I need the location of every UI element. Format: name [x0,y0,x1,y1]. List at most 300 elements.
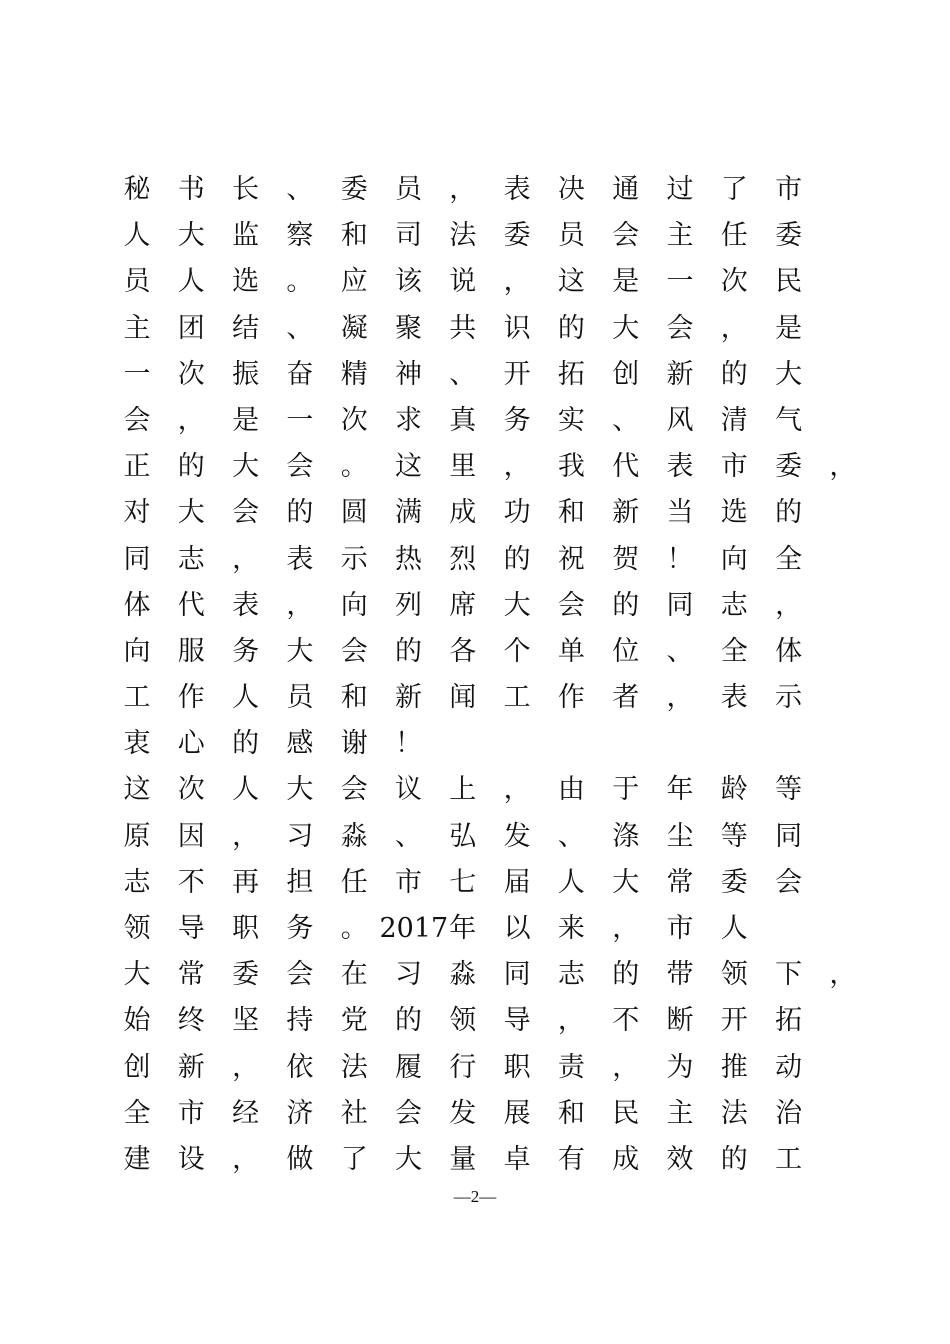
text-char: 的 [286,497,314,529]
text-char: 创 [612,358,640,390]
text-char: 工 [775,1143,803,1175]
text-line [124,721,854,767]
text-char: 、 [395,820,422,852]
text-char: 履 [395,1051,422,1083]
text-char: ， [829,959,857,991]
text-char: 风 [666,404,694,436]
text-char: 工 [503,682,531,714]
text-char: 人 [557,866,585,898]
body-text [123,167,857,1183]
text-char: 通 [612,174,640,205]
text-char: ！ [395,728,422,760]
text-char: 席 [449,589,477,621]
text-char: 位 [612,635,640,667]
text-char: 表 [232,589,260,621]
text-char: 新 [612,497,640,529]
text-char: 习 [395,959,422,991]
text-char: 年 [666,774,694,806]
text-char: 过 [666,174,694,205]
text-char: 选 [232,266,260,298]
text-char: ， [232,1051,260,1083]
text-char: 表 [666,451,694,483]
text-char: 。 [340,451,368,483]
text-char: 员 [395,174,422,205]
text-char: 担 [286,866,314,898]
text-char: 心 [177,728,205,760]
text-char: 次 [177,358,205,390]
text-char: 会 [612,220,640,252]
text-char: 的 [720,1143,748,1175]
text-char: 行 [449,1051,477,1083]
text-char: 清 [720,404,748,436]
text-char: 导 [177,913,205,944]
text-line [124,1091,854,1137]
text-char: 年 [449,913,477,944]
text-char: 龄 [720,774,748,806]
text-char: 主 [123,312,151,344]
text-char: 委 [775,220,803,252]
text-char: 单 [557,635,585,667]
text-char: 同 [503,959,531,991]
text-char: 会 [340,635,368,667]
text-char: 责 [557,1051,585,1083]
text-char: 全 [775,543,803,575]
text-char: 济 [286,1097,314,1129]
text-char: ， [232,1143,260,1175]
text-char: 涤 [612,820,640,852]
text-char: 务 [503,404,531,436]
text-char: 不 [612,1005,640,1037]
text-char: 民 [775,266,803,298]
text-char: 由 [557,774,585,806]
text-char: 决 [557,174,585,205]
text-char: 淼 [340,820,368,852]
text-char: 次 [720,266,748,298]
text-char: 的 [395,1005,422,1037]
text-char: 这 [395,451,422,483]
text-char: 等 [720,820,748,852]
text-char: 员 [557,220,585,252]
text-line [124,398,854,444]
text-char: 法 [340,1051,368,1083]
text-char: 会 [340,774,368,806]
text-char: ， [232,820,260,852]
text-char: 成 [612,1143,640,1175]
text-char: 的 [557,312,585,344]
text-char: 成 [449,497,477,529]
text-char: 常 [177,959,205,991]
text-char: 社 [340,1097,368,1129]
text-char: 会 [286,451,314,483]
text-char: 的 [775,497,803,529]
text-char: 有 [557,1143,585,1175]
text-char: 的 [612,589,640,621]
text-char: 发 [503,820,531,852]
text-char: 始 [123,1005,151,1037]
text-char: 市 [395,866,422,898]
text-line [124,306,854,352]
text-char: ， [503,774,531,806]
text-char: 大 [612,312,640,344]
text-char: 表 [720,682,748,714]
text-char: 全 [720,635,748,667]
text-char: ， [612,913,640,944]
text-char: 这 [123,774,151,806]
text-char: 开 [503,358,531,390]
text-char: 志 [720,589,748,621]
text-char: 法 [720,1097,748,1129]
text-char: 届 [503,866,531,898]
text-char: 求 [395,404,422,436]
text-line [124,906,854,952]
text-char: 精 [340,358,368,390]
text-char: 大 [503,589,531,621]
text-char: 共 [449,312,477,344]
text-char: 主 [666,1097,694,1129]
text-char: 人 [177,266,205,298]
text-char: 的 [177,451,205,483]
text-char: 圆 [340,497,368,529]
text-char: 当 [666,497,694,529]
text-line [124,860,854,906]
text-char: 坚 [232,1005,260,1037]
text-char: 。 [286,266,314,298]
text-char: 的 [720,358,748,390]
text-char: 是 [775,312,803,344]
text-char: 大 [395,1143,422,1175]
text-char: 领 [123,913,151,944]
text-char: 表 [503,174,531,205]
text-char: 一 [286,404,314,436]
text-char: 一 [123,358,151,390]
text-char: ， [612,1051,640,1083]
text-line [124,537,854,583]
text-char: 依 [286,1051,314,1083]
text-char: 工 [123,682,151,714]
text-char: 结 [232,312,260,344]
text-char: 量 [449,1143,477,1175]
text-char: 者 [612,682,640,714]
text-char: 员 [123,266,151,298]
text-char: 职 [232,913,260,944]
text-char: ， [177,404,205,436]
text-line [124,1137,854,1183]
text-char: 会 [666,312,694,344]
text-char: 谢 [340,728,368,760]
text-char: 凝 [340,312,368,344]
text-char: 和 [340,220,368,252]
text-char: 向 [720,543,748,575]
text-char: 感 [286,728,314,760]
text-char: 人 [720,913,748,944]
text-char: 大 [123,959,151,991]
text-char: 大 [286,774,314,806]
text-char: 表 [286,543,314,575]
text-char: 聚 [395,312,422,344]
text-char: 会 [775,866,803,898]
text-char: 淼 [449,959,477,991]
text-char: 人 [123,220,151,252]
text-char: 新 [177,1051,205,1083]
text-char: 原 [123,820,151,852]
text-char: 是 [612,266,640,298]
text-char: 、 [612,404,640,436]
text-char: 做 [286,1143,314,1175]
text-char: ， [503,451,531,483]
text-char: 选 [720,497,748,529]
text-char: 烈 [449,543,477,575]
text-char: 民 [612,1097,640,1129]
text-char: 和 [557,497,585,529]
text-char: 会 [557,589,585,621]
text-char: 市 [666,913,694,944]
text-char: 带 [666,959,694,991]
text-char: 是 [232,404,260,436]
text-char: 全 [123,1097,151,1129]
text-char: 习 [286,820,314,852]
text-char: 体 [123,589,151,621]
text-line [124,167,854,213]
text-char: 发 [449,1097,477,1129]
text-char: 志 [557,959,585,991]
text-char: 这 [557,266,585,298]
text-char: 弘 [449,820,477,852]
text-char: 新 [395,682,422,714]
text-char: 次 [177,774,205,806]
text-char: 展 [503,1097,531,1129]
text-char: 常 [666,866,694,898]
text-char: 识 [503,312,531,344]
text-char: 七 [449,866,477,898]
text-char: 任 [340,866,368,898]
text-line [124,583,854,629]
text-char: 满 [395,497,422,529]
text-char: 动 [775,1051,803,1083]
text-char: 大 [612,866,640,898]
text-char: 奋 [286,358,314,390]
text-char: 司 [395,220,422,252]
text-char: 的 [395,635,422,667]
text-char: 领 [449,1005,477,1037]
text-char: ， [775,589,803,621]
text-char: 闻 [449,682,477,714]
text-char: 作 [557,682,585,714]
text-char: 秘 [123,174,151,205]
text-char: 祝 [557,543,585,575]
text-line [124,490,854,536]
text-line [124,814,854,860]
text-char: 职 [503,1051,531,1083]
text-char: 体 [775,635,803,667]
text-char: 在 [340,959,368,991]
text-char: 热 [395,543,422,575]
text-line [124,213,854,259]
text-char: 贺 [612,543,640,575]
text-char: ， [666,682,694,714]
text-char: 各 [449,635,477,667]
text-line [124,675,854,721]
text-char: 向 [123,635,151,667]
text-char: 为 [666,1051,694,1083]
text-char: 任 [720,220,748,252]
text-char: 里 [449,451,477,483]
text-char: 人 [232,682,260,714]
text-char: 志 [123,866,151,898]
text-char: 委 [340,174,368,205]
text-char: 、 [557,820,585,852]
text-char: 对 [123,497,151,529]
text-char: 该 [395,266,422,298]
text-char: 的 [612,959,640,991]
text-char: ， [449,174,477,205]
text-char: ， [286,589,314,621]
text-char: 团 [177,312,205,344]
text-char: 察 [286,220,314,252]
text-char: 开 [720,1005,748,1037]
text-char: 法 [449,220,477,252]
text-line [124,998,854,1044]
text-char: 委 [232,959,260,991]
text-char: ， [232,543,260,575]
text-char: 代 [177,589,205,621]
text-char: 务 [286,913,314,944]
text-char: 议 [395,774,422,806]
text-char: 不 [177,866,205,898]
text-char: 正 [123,451,151,483]
text-char: 卓 [503,1143,531,1175]
text-char: 列 [395,589,422,621]
text-char: 党 [340,1005,368,1037]
text-line [124,352,854,398]
text-char: 治 [775,1097,803,1129]
page-number: —2— [453,1187,497,1206]
text-char: 真 [449,404,477,436]
text-char: 拓 [775,1005,803,1037]
text-char: 个 [503,635,531,667]
text-char: 尘 [666,820,694,852]
text-char: 大 [232,451,260,483]
text-char: 上 [449,774,477,806]
text-char: 效 [666,1143,694,1175]
text-line [124,767,854,813]
text-char: 会 [395,1097,422,1129]
text-char: 和 [340,682,368,714]
text-char: 说 [449,266,477,298]
text-char: 一 [666,266,694,298]
text-char: 创 [123,1051,151,1083]
text-char: 功 [503,497,531,529]
text-char: 的 [503,543,531,575]
text-char: 市 [775,174,803,205]
text-char: ， [829,451,857,483]
text-char: 了 [720,174,748,205]
text-char: 市 [720,451,748,483]
text-char: 终 [177,1005,205,1037]
text-char: 振 [232,358,260,390]
text-char: 委 [775,451,803,483]
text-char: 、 [666,635,694,667]
text-char: 了 [340,1143,368,1175]
text-char: 同 [775,820,803,852]
text-char: 因 [177,820,205,852]
text-line [124,629,854,675]
text-char: 服 [177,635,205,667]
text-char: 、 [286,174,314,205]
text-char: 示 [775,682,803,714]
text-char: 应 [340,266,368,298]
text-char: 建 [123,1143,151,1175]
text-char: 长 [232,174,260,205]
text-char: ， [720,312,748,344]
text-char: 神 [395,358,422,390]
text-char: 委 [503,220,531,252]
text-char: 等 [775,774,803,806]
text-char: ， [557,1005,585,1037]
text-char: 务 [232,635,260,667]
text-line [123,952,857,998]
text-char: 以 [503,913,531,944]
text-char: 。 [340,913,368,944]
text-char: 领 [720,959,748,991]
text-char: 来 [557,913,585,944]
text-char: 市 [177,1097,205,1129]
text-char: 代 [612,451,640,483]
text-char: 2017 [379,913,449,944]
text-char: 、 [449,358,477,390]
text-char: 拓 [557,358,585,390]
text-char: 大 [286,635,314,667]
text-char: 同 [123,543,151,575]
text-char: 大 [177,220,205,252]
text-char: 监 [232,220,260,252]
text-char: 志 [177,543,205,575]
text-char: 同 [666,589,694,621]
text-char: 、 [286,312,314,344]
text-char: 推 [720,1051,748,1083]
text-char: 再 [232,866,260,898]
text-char: 人 [232,774,260,806]
text-char: ， [503,266,531,298]
text-char: 作 [177,682,205,714]
text-char: 员 [286,682,314,714]
text-char: 于 [612,774,640,806]
text-char: 导 [503,1005,531,1037]
text-char: 新 [666,358,694,390]
text-char: 次 [340,404,368,436]
text-char: 委 [720,866,748,898]
text-char: 断 [666,1005,694,1037]
text-line [124,1045,854,1091]
text-char: 经 [232,1097,260,1129]
text-char: 会 [232,497,260,529]
text-char: ！ [666,543,694,575]
text-char: 大 [775,358,803,390]
text-char: 向 [340,589,368,621]
text-char: 会 [286,959,314,991]
text-char: 实 [557,404,585,436]
text-char: 大 [177,497,205,529]
text-char: 会 [123,404,151,436]
text-char: 我 [557,451,585,483]
text-line [123,444,857,490]
text-char: 下 [775,959,803,991]
text-char: 示 [340,543,368,575]
text-char: 设 [177,1143,205,1175]
text-line [124,259,854,305]
text-char: 主 [666,220,694,252]
text-char: 气 [775,404,803,436]
text-char: 持 [286,1005,314,1037]
